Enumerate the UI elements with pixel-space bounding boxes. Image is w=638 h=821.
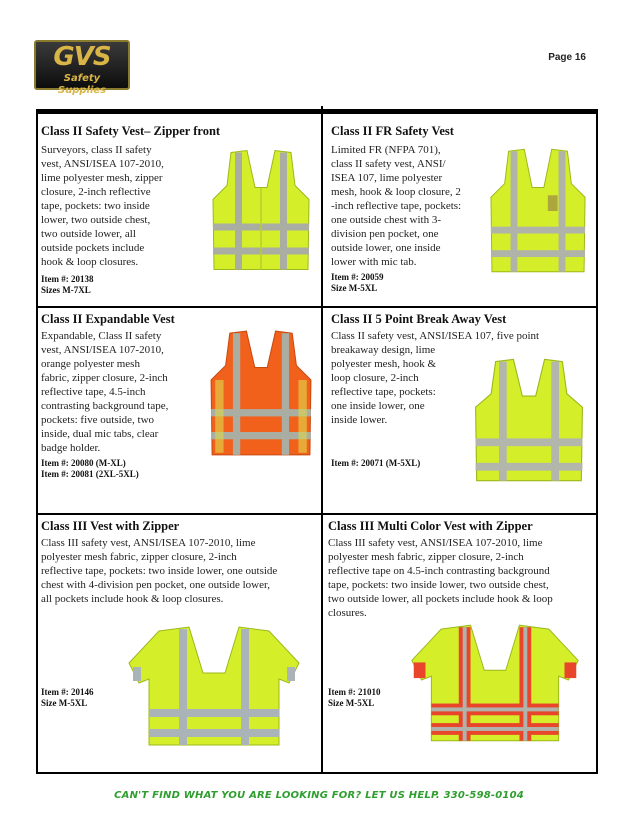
item-number: Item #: 20059: [331, 272, 384, 282]
description-line: Limited FR (NFPA 701),: [331, 144, 441, 156]
description-line: hook & loop closures.: [41, 256, 139, 268]
vest-stripe-trim: [414, 662, 426, 678]
description-line: Class II safety vest, ANSI/ISEA 107, five point: [331, 330, 540, 342]
description-line: one inside lower, one: [331, 400, 425, 412]
product-title: Class II Expandable Vest: [41, 312, 175, 326]
product-item-info: [331, 272, 384, 294]
vest-stripe: [551, 362, 559, 481]
page-number: Page 16: [548, 52, 586, 63]
product-item-info: [331, 458, 420, 469]
description-line: one outside chest with 3-: [331, 214, 441, 226]
vest-image-20146: [119, 623, 309, 747]
footer-help-banner: CAN'T FIND WHAT YOU ARE LOOKING FOR? LET US HELP. 330-598-0104: [114, 790, 524, 801]
row-divider: [38, 306, 596, 308]
vest-stripe: [287, 667, 295, 681]
row-divider: [38, 513, 596, 515]
description-line: reflective tape on 4.5-inch contrasting background: [328, 565, 550, 577]
vest-body: [476, 359, 583, 480]
product-card: [41, 312, 317, 510]
vest-stripe: [476, 438, 583, 446]
description-line: vest, ANSI/ISEA 107-2010,: [41, 344, 164, 356]
product-description: [41, 536, 319, 606]
description-line: ISEA 107, lime polyester: [331, 172, 443, 184]
description-line: reflective tape, pockets:: [331, 386, 436, 398]
vest-stripe: [491, 250, 585, 257]
vest-stripe: [133, 667, 141, 681]
description-line: outside lower, one inside: [331, 242, 441, 254]
item-number: Item #: 20138: [41, 274, 94, 284]
item-size: Sizes M-7XL: [41, 285, 91, 295]
description-line: polyester mesh fabric, zipper closure, 2-inch: [328, 551, 524, 563]
vest-image-20138: [211, 146, 311, 274]
description-line: mesh, hook & loop closure, 2: [331, 186, 461, 198]
vest-stripe: [179, 629, 187, 745]
vest-image-20071: [473, 356, 585, 484]
item-size: Item #: 20081 (2XL-5XL): [41, 469, 139, 479]
description-line: two outside lower, all: [41, 228, 136, 240]
vest-stripe-trim: [565, 662, 577, 678]
product-description: [331, 143, 481, 269]
vest-stripe: [149, 709, 279, 717]
description-line: Class III safety vest, ANSI/ISEA 107-2010, lime: [41, 537, 256, 549]
description-line: division pen pocket, one: [331, 228, 439, 240]
description-line: all pockets include hook & loop closures.: [41, 593, 224, 605]
description-line: reflective tape, 4.5-inch: [41, 386, 146, 398]
product-description: [41, 329, 201, 455]
description-line: -inch reflective tape, pockets:: [331, 200, 462, 212]
vest-image-21010: [402, 619, 588, 745]
description-line: polyester mesh, hook &: [331, 358, 437, 370]
description-line: orange polyester mesh: [41, 358, 140, 370]
item-number: Item #: 21010: [328, 687, 381, 697]
vest-body: [129, 627, 299, 745]
vest-stripe: [211, 432, 311, 439]
logo-wordmark: GVS: [53, 42, 111, 72]
product-description: [41, 143, 201, 269]
vest-image-20080: [209, 328, 313, 458]
product-description: [328, 536, 594, 620]
description-line: reflective tape, pockets: two inside lower, one outside: [41, 565, 278, 577]
description-line: lime polyester mesh, zipper: [41, 172, 163, 184]
product-item-info: [328, 687, 381, 709]
product-item-info: [41, 274, 94, 296]
description-line: outside pockets include: [41, 242, 145, 254]
description-line: fabric, zipper closure, 2-inch: [41, 372, 168, 384]
description-line: inside, dual mic tabs, clear: [41, 428, 159, 440]
description-line: tape, pockets: two inside: [41, 200, 150, 212]
description-line: lower with mic tab.: [331, 256, 417, 268]
description-line: breakaway design, lime: [331, 344, 436, 356]
product-title: Class III Vest with Zipper: [41, 519, 180, 533]
description-line: polyester mesh fabric, zipper closure, 2-inch: [41, 551, 237, 563]
vest-stripe: [523, 627, 527, 741]
vest-stripe: [463, 627, 467, 741]
description-line: badge holder.: [41, 442, 101, 454]
product-item-info: [41, 458, 139, 480]
item-size: Size M-5XL: [328, 698, 375, 708]
description-line: lower, two outside chest,: [41, 214, 151, 226]
description-line: Expandable, Class II safety: [41, 330, 162, 342]
item-size: Size M-5XL: [331, 283, 378, 293]
column-divider: [321, 106, 323, 774]
item-size: Size M-5XL: [41, 698, 88, 708]
description-line: tape, pockets: two inside lower, two outside chest,: [328, 579, 549, 591]
item-number: Item #: 20080 (M-XL): [41, 458, 126, 468]
description-line: Class III safety vest, ANSI/ISEA 107-2010, lime: [328, 537, 543, 549]
description-line: inside lower.: [331, 414, 388, 426]
product-title: Class II 5 Point Break Away Vest: [331, 312, 507, 326]
description-line: class II safety vest, ANSI/: [331, 158, 446, 170]
description-line: two outside lower, all pockets include hook & loop: [328, 593, 553, 605]
vest-stripe: [431, 727, 558, 731]
product-grid: [36, 112, 598, 774]
description-line: pockets: five outside, two: [41, 414, 155, 426]
description-line: contrasting background tape,: [41, 400, 169, 412]
description-line: vest, ANSI/ISEA 107-2010,: [41, 158, 164, 170]
vest-stripe: [431, 707, 558, 711]
logo-tagline: Safety Supplies: [57, 73, 107, 96]
vest-image-20059: [489, 144, 587, 276]
vest-stripe: [491, 227, 585, 234]
product-card: [331, 124, 593, 304]
vest-stripe: [211, 409, 311, 416]
product-title: Class III Multi Color Vest with Zipper: [328, 519, 533, 533]
description-line: chest with 4-division pen pocket, one outside lower,: [41, 579, 270, 591]
product-card: [331, 312, 593, 510]
product-card: [41, 124, 317, 304]
vest-stripe: [149, 729, 279, 737]
description-line: Surveyors, class II safety: [41, 144, 152, 156]
description-line: closure, 2-inch reflective: [41, 186, 151, 198]
item-number: Item #: 20146: [41, 687, 94, 697]
product-title: Class II FR Safety Vest: [331, 124, 454, 138]
description-line: loop closure, 2-inch: [331, 372, 419, 384]
product-card: [41, 519, 319, 774]
product-title: Class II Safety Vest– Zipper front: [41, 124, 221, 138]
vest-stripe: [499, 362, 507, 481]
product-card: [328, 519, 594, 774]
description-line: closures.: [328, 607, 367, 619]
product-item-info: [41, 687, 94, 709]
vest-stripe: [241, 629, 249, 745]
item-number: Item #: 20071 (M-5XL): [331, 458, 421, 468]
vest-stripe: [476, 463, 583, 471]
company-logo: [34, 40, 130, 96]
